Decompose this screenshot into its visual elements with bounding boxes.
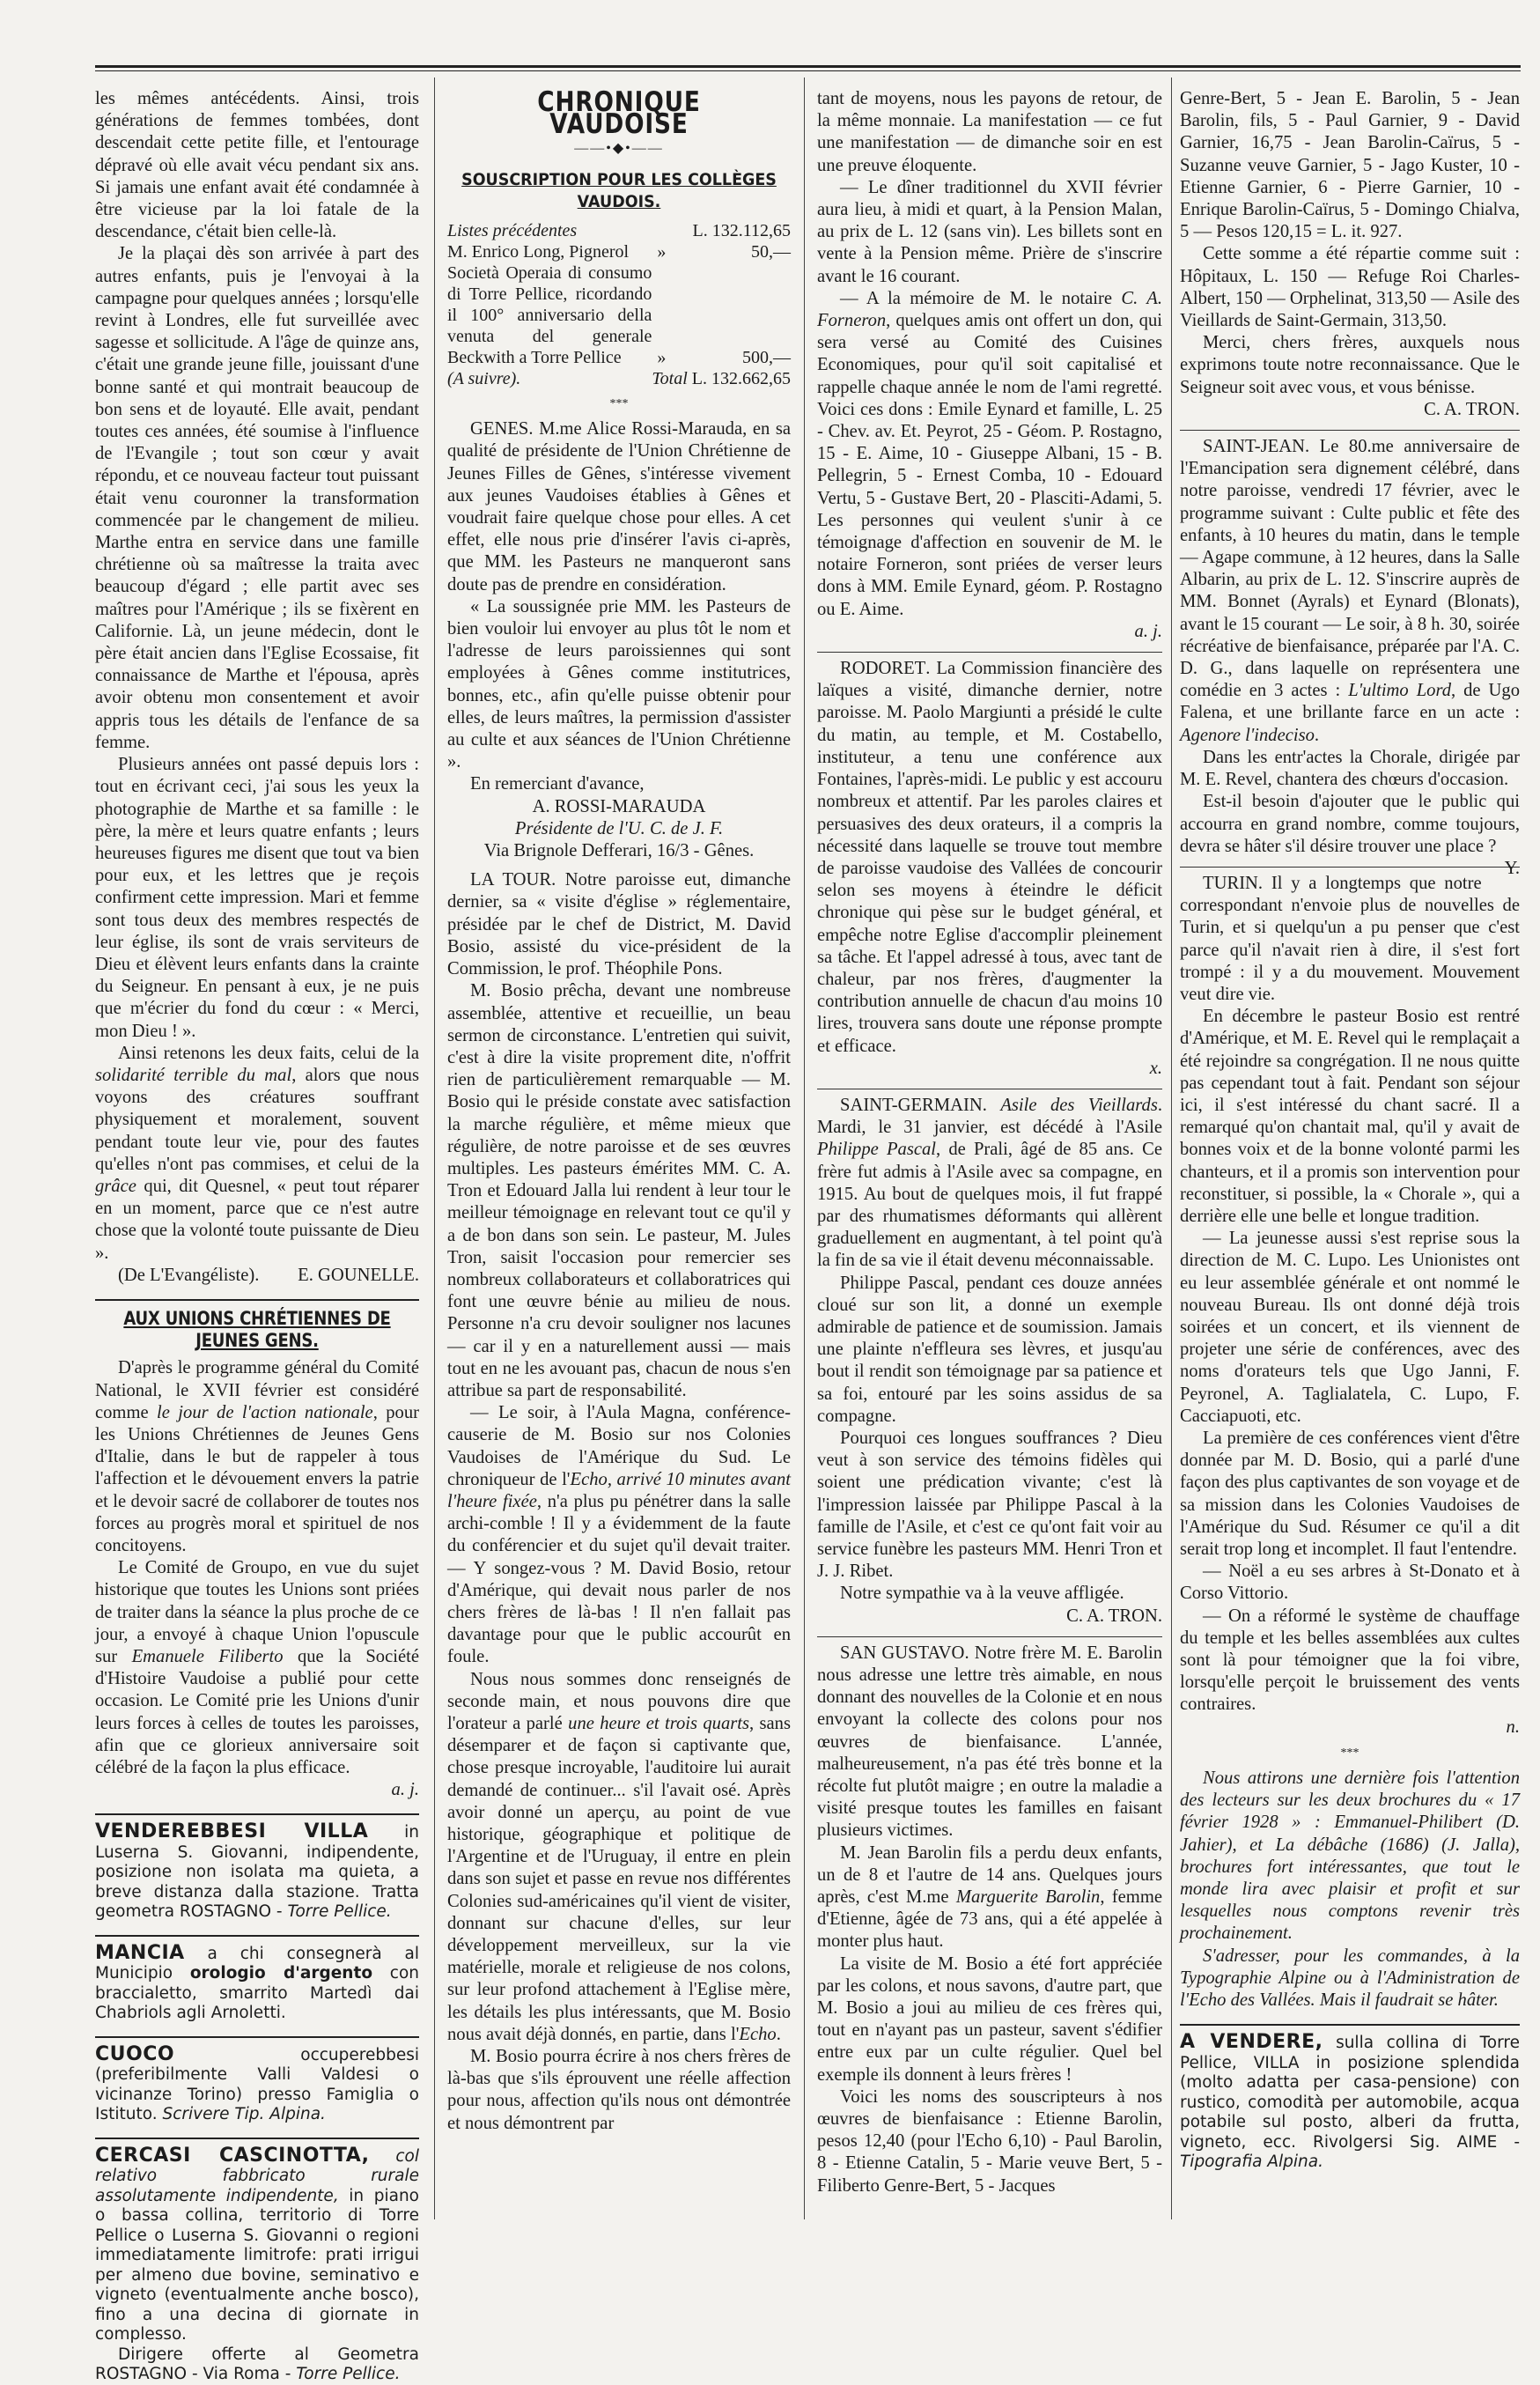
column-1	[95, 88, 419, 2384]
paragraph: Notre sympathie va à la veuve affligée.	[840, 1584, 1124, 1604]
ledger-label: Listes précédentes	[447, 221, 578, 241]
paragraph: RODORET. La Commission financière des laïques a visité, dimanche dernier, notre paroisse. M. Paolo Margiunti a présidé le culte du matin, au temple, et M. Costabello, instituteur, a tenu une conférence aux Fontaines, l'après-midi. Le public y est accouru nombreux et attentif. Par les paroles claires et persuasives des deux orateurs, il a compris la nécessité dans laquelle se trouve tout membre de paroisse vaudoise des Vallées de concourir selon ses moyens à éteindre le déficit chronique qui pèse sur le budget général, et empêche notre Eglise d'accomplir pleinement sa tâche. Et l'appel adressé à tous, avec tant de chaleur, par nos frères, d'augmenter la contribution annuelle de chacun d'au moins 10 lires, trouvera sans doute une réponse prompte et efficace.	[817, 659, 1162, 1056]
article-separator	[1180, 867, 1520, 868]
ad-separator	[95, 1813, 419, 1815]
ledger-row	[447, 241, 791, 262]
signature: C. A. TRON.	[1424, 399, 1520, 419]
paragraph: En décembre le pasteur Bosio est rentré d'Amérique, et M. E. Revel qui le remplaçait a été rejoindre sa congrégation. Il ne nous quitte pas cependant tout à fait. Pendant son séjour ici, il s'est intéressé du chant sacré. Il a remarqué qu'on chantait mal, qu'il y avait de bonnes voix et de la bonne volonté parmi les chanteurs, et il a promis son intervention pour reconstituer, si possible, la « Chorale », qui a derrière elle une belle et longue tradition.	[1180, 1007, 1520, 1226]
article-separator	[1180, 430, 1520, 431]
top-rule-thin	[95, 70, 1521, 71]
paragraph: Genre-Bert, 5 - Jean E. Barolin, 5 - Jean Barolin, fils, 5 - Paul Garnier, 9 - David Garnier, 16,75 - Jean Barolin-Caïrus, 5 - Suzanne veuve Garnier, 5 - Jago Kuster, 10 - Etienne Garnier, 6 - Pierre Garnier, 10 - Enrique Barolin-Caïrus, 5 - Domingo Chialva, 5 — Pesos 120,15 = L. it. 927.	[1180, 89, 1520, 242]
paragraph: « La soussignée prie MM. les Pasteurs de bien vouloir lui envoyer au plus tôt le nom et l'adresse de leurs paroissiennes qui sont employées à Gênes comme institutrices, bonnes, etc., afin qu'elle puisse obtenir pour elles, de leurs maîtres, la permission d'assister au culte et aux séances de l'Union Chrétienne ».	[447, 596, 791, 772]
author-label: E. GOUNELLE.	[298, 1265, 419, 1285]
signature-name: A. ROSSI-MARAUDA	[532, 796, 706, 816]
paragraph: Pourquoi ces longues souffrances ? Dieu veut à son service des témoins fidèles qui soient une prédication vivante; c'est là l'impression laissée par Philippe Pascal à la famille de l'Asile, et c'est ce qu'ont fait voir au service funèbre les pasteurs MM. Henri Tron et J. J. Ribet.	[817, 1428, 1162, 1582]
paragraph: Cette somme a été répartie comme suit : Hôpitaux, L. 150 — Refuge Roi Charles-Albert, 150 — Orphelinat, 313,50 — Asile des Vieillards de Saint-Germain, 313,50.	[1180, 244, 1520, 331]
signature: C. A. TRON.	[1066, 1606, 1162, 1626]
ad-separator	[95, 2036, 419, 2038]
ad-separator	[95, 2138, 419, 2139]
notice-paragraph: S'adresser, pour les commandes, à la Typographie Alpine ou à l'Administration de l'Echo des Vallées. Mais il faudrait se hâter.	[1180, 1946, 1520, 2011]
classified-ad-mancia: MANCIA a chi consegnerà al Municipio orologio d'argento con braccialetto, smarrito Martedì dai Chabriols agli Arnoletti.	[95, 1941, 419, 2023]
paragraph: — La jeunesse aussi s'est reprise sous la direction de M. C. Lupo. Les Unionistes ont eu leur assemblée générale et ont nommé le nouveau Bureau. Ils ont donné déjà trois soirées et un concert, et ils viennent de projeter une série de conférences, avec des noms d'orateurs tels que Ugo Janni, F. Peyronel, A. Taglialatela, C. Lupo, F. Cacciapuoti, etc.	[1180, 1229, 1520, 1426]
ledger-mark: »	[657, 348, 667, 368]
column-divider	[1171, 78, 1172, 2219]
article-signature	[95, 1265, 419, 1287]
column-3	[817, 88, 1162, 2223]
paragraph: LA TOUR. Notre paroisse eut, dimanche dernier, sa « visite d'église » réglementaire, présidée par le chef de District, M. David Bosio, assisté du vice-président de la Commission, le prof. Théophile Pons.	[447, 870, 792, 979]
stars-divider: ***	[1340, 1746, 1359, 1760]
paragraph: Le Comité de Groupo, en vue du sujet historique que toutes les Unions sont priées de traiter dans la séance la plus proche de ce jour, a envoyé à chaque Union l'opuscule sur Emanuele Filiberto que la Société d'Histoire Vaudoise a publié pour cette occasion. Le Comité prie les Unions d'unir leurs forces à celles de toutes les paroisses, afin que ce glorieux anniversaire soit célébré de la façon la plus efficace.	[95, 1558, 419, 1778]
ad-separator	[95, 1935, 419, 1937]
ad-separator	[1180, 2024, 1520, 2026]
signature: a. j.	[1134, 621, 1162, 641]
paragraph: M. Bosio pourra écrire à nos chers frères de là-bas que s'ils éprouvent une réelle affection pour nous, affection qu'ils nous ont démontrée et nous démontrent par	[447, 2047, 791, 2133]
ledger-amount: L. 132.112,65	[692, 221, 791, 241]
ledger-mark	[652, 220, 671, 241]
classified-ad-cuoco: CUOCO occuperebbesi (preferibilmente Valli Valdesi o vicinanze Torino) presso Famiglia o Istituto. Scrivere Tip. Alpina.	[95, 2042, 419, 2124]
signature: x.	[1149, 1058, 1162, 1078]
ornament-divider: ——•◆•——	[574, 141, 664, 157]
paragraph: Est-il besoin d'ajouter que le public qui accourra en grand nombre, comme toujours, devra se hâter s'il désire trouver une place ? Y.	[1180, 792, 1520, 878]
paragraph: Ainsi retenons les deux faits, celui de la solidarité terrible du mal, alors que nous voyons des créatures souffrant physiquement et moralement, souvent pendant toute leur vie, pour des fautes qu'elles n'ont pas commises, et celui de la grâce qui, dit Quesnel, « peut tout réparer en un moment, parce que ce n'est autre chose que la volonté toute puissante de Dieu ».	[95, 1043, 419, 1263]
paragraph: — On a réformé le système de chauffage du temple et les belles assemblées aux cultes sont là pour témoigner que la foi vibre, lorsqu'elle perçoit le bruissement des vents contraires.	[1180, 1606, 1520, 1715]
paragraph: — Le soir, à l'Aula Magna, conférence-causerie de M. Bosio sur nos Colonies Vaudoises de l'Amérique du Sud. Le chroniqueur de l'Echo, arrivé 10 minutes avant l'heure fixée, n'a plus pu pénétrer dans la salle archi-comble ! Il y a évidemment de la faute du conférencier et du sujet qu'il devait traiter. — Y songez-vous ? M. David Bosio, retour d'Amérique, qui devait nous parler de nos chers frères de là-bas ! Il n'en fallait pas davantage pour que le public accourût en foule.	[447, 1403, 792, 1667]
paragraph: La visite de M. Bosio a été fort appréciée par les colons, et nous savons, d'autre part, que M. Bosio a joui au milieu de ces frères qui, tout en n'ayant pas un pasteur, savent s'édifier entre eux par un culte régulier. Quel bel exemple ils donnent à leurs frères !	[817, 1953, 1162, 2085]
paragraph: les mêmes antécédents. Ainsi, trois générations de femmes tombées, dont descendait cette petite fille, et l'entourage dépravé où elle avait vécu pendant six ans. Si jamais une enfant avait été condamnée à être vicieuse par la loi fatale de la descendance, c'était bien celle-là.	[95, 89, 419, 242]
ledger-row	[447, 262, 791, 368]
section-title-chronique: CHRONIQUE VAUDOISE	[537, 86, 701, 141]
paragraph: Merci, chers frères, auxquels nous exprimons toute notre reconnaissance. Que le Seigneur soit avec vous, et vous bénisse.	[1180, 333, 1520, 397]
paragraph: tant de moyens, nous les payons de retour, de la même monnaie. La manifestation — ce fut une manifestation — de dimanche soir en est une preuve éloquente.	[817, 89, 1162, 175]
column-divider	[804, 78, 805, 2219]
paragraph: SAN GUSTAVO. Notre frère M. E. Barolin nous adresse une lettre très aimable, en nous donnant des nouvelles de la Colonie et en nous envoyant la collecte des colons pour nos œuvres de bienfaisance. L'année, malheureusement, n'a pas été très bonne et la récolte fut plutôt maigre ; en outre la maladie a visité presque toutes les familles en faisant plusieurs victimes.	[817, 1643, 1163, 1841]
paragraph: Dans les entr'actes la Chorale, dirigée par M. E. Revel, chantera des chœurs d'occasion.	[1180, 747, 1520, 790]
paragraph: Voici les noms des souscripteurs à nos œuvres de bienfaisance : Etienne Barolin, pesos 12,40 (pour l'Echo 6,10) - Paul Barolin, 8 - Etienne Catalin, 5 - Marie veuve Bert, 5 - Filiberto Genre-Bert, 5 - Jacques	[817, 2086, 1162, 2196]
notice-paragraph: Nous attirons une dernière fois l'attention des lecteurs sur les deux brochures du « 17 février 1928 » : Emmanuel-Philibert (D. Jahier), et La débâche (1686) (J. Jalla), brochures fort intéressantes, que tout le monde lira avec plaisir et profit et sur lesquelles nous comptons revenir très prochainement.	[1180, 1768, 1520, 1944]
paragraph: — Le dîner traditionnel du XVII février aura lieu, à midi et quart, à la Pension Malan, au prix de L. 12 (sans vin). Les billets sont en vente à la Pension même. Prière de s'inscrire avant le 16 courant.	[817, 177, 1162, 286]
section-title-unions: AUX UNIONS CHRÉTIENNES DE JEUNES GENS.	[123, 1307, 391, 1352]
column-4	[1180, 88, 1520, 2223]
paragraph: En remerciant d'avance,	[470, 774, 645, 794]
source-label: (De L'Evangéliste).	[118, 1265, 260, 1285]
paragraph: Nous nous sommes donc renseignés de seconde main, et nous pouvons dire que l'orateur a parlé une heure et trois quarts, sans désemparer et de façon si captivante que, chose presque incroyable, l'auditoire lui aurait demandé de continuer... s'il l'avait osé. Après avoir donné un aperçu, au point de vue historique, géographique et politique de l'Argentine et de l'Uruguay, il entre en plein dans son sujet et passe en revue nos différentes Colonies sud-américaines qu'il vient de visiter, donnant sur chacune d'elles, sur leur développement merveilleux, sur la vie matérielle, morale et religieuse de nos colons, sur leur profond attachement à l'Eglise mère, les détails les plus intéressants, que M. Bosio nous avait déjà donnés, en partie, dans l'Echo.	[447, 1669, 791, 2044]
paragraph: GENES. M.me Alice Rossi-Marauda, en sa qualité de présidente de l'Union Chrétienne de Jeunes Filles de Gênes, s'intéresse vivement aux jeunes Vaudoises établies à Gênes et voudrait faire quelque chose pour elles. A cet effet, elle nous prie d'insérer l'avis ci-après, que MM. les Pasteurs ne manqueront sans doute pas de prendre en considération.	[447, 419, 791, 594]
paragraph: Philippe Pascal, pendant ces douze années cloué sur son lit, a donné un exemple admirable de patience et de soumission. Jamais une plainte n'effleura ses lèvres, et jusqu'au bout il rendit son témoignage par sa patience et sa foi, entouré par les soins assidus de sa compagne.	[817, 1273, 1162, 1426]
classified-ad-contact: Dirigere offerte al Geometra ROSTAGNO - Via Roma - Torre Pellice.	[95, 2344, 419, 2384]
section-separator	[95, 1299, 419, 1301]
paragraph: M. Bosio prêcha, devant une nombreuse assemblée, attentive et recueillie, un beau sermon de circonstance. L'entretien qui suivit, c'est à dire la visite proprement dite, n'offrit rien de particulièrement remarquable — M. Bosio qui le préside constate avec satisfaction la marche régulière, et même mieux que régulière, de notre paroisse et de ses œuvres multiples. Les pasteurs émérites MM. C. A. Tron et Edouard Jalla lui rendent à leur tour le meilleur témoignage en relevant tout ce qu'il y a de bon dans son sein. Le pasteur, M. Jules Tron, saisit l'occasion pour remercier ses nombreux collaborateurs et collaboratrices qui font une œuvre bénie au milieu de nous. Personne n'a cru devoir souligner nos lacunes — car il y en a naturellement aussi — mais tout en ne les avouant pas, chacun de nous s'en attribue sa part de responsabilité.	[447, 981, 791, 1400]
stars-divider: ***	[609, 397, 629, 411]
ledger-amount: 50,—	[751, 242, 791, 262]
paragraph: SAINT-GERMAIN. Asile des Vieillards. Mardi, le 31 janvier, est décédé à l'Asile Philippe Pascal, de Prali, âgé de 85 ans. Ce frère fut admis à l'Asile avec sa compagne, en 1915. Au bout de quelques mois, il fut frappé par des rhumatismes déformants qui allèrent graduellement en augmentant, à tel point qu'à la fin de sa vie il était devenu méconnaissable.	[817, 1095, 1162, 1271]
paragraph: La première de ces conférences vient d'être donnée par M. D. Bosio, qui a parlé d'une façon des plus captivantes de son voyage et de sa mission dans les Colonies Vaudoises de l'Amérique du Sud. Résumer ce qu'il a dit serait trop long et incomplet. Il faut l'entendre.	[1180, 1428, 1520, 1559]
signature-address: Via Brignole Defferari, 16/3 - Gênes.	[483, 841, 755, 861]
classified-ad-vendere: A VENDERE, sulla collina di Torre Pellice, VILLA in posizione splendida (molto adatta per casa-pensione) con rustico, comodità per automobile, acqua potabile sul posto, alberi da frutta, vigneto, ecc. Rivolgersi Sig. AIME - Tipografia Alpina.	[1180, 2031, 1520, 2172]
signature-role: Présidente de l'U. C. de J. F.	[514, 818, 724, 838]
subscription-table	[447, 220, 791, 389]
article-separator	[817, 1636, 1162, 1637]
top-rule	[95, 65, 1521, 68]
subsection-title-souscription: SOUSCRIPTION POUR LES COLLÈGES VAUDOIS.	[461, 169, 777, 211]
ledger-label: Società Operaia di consumo di Torre Pellice, ricordando il 100° anniversario della venuta del generale Beckwith a Torre Pellice	[447, 263, 652, 368]
paragraph: SAINT-JEAN. Le 80.me anniversaire de l'Emancipation sera dignement célébré, dans notre paroisse, vendredi 17 février, avec le programme suivant : Culte public et fête des enfants, à 10 heures du matin, dans le temple — Agape commune, à 12 heures, dans la Salle Albarin, au prix de L. 12. S'inscrire auprès de MM. Bonnet (Ayrals) et Eynard (Blonats), avant le 15 courant — Le soir, à 8 h. 30, soirée récréative de bienfaisance, préparée par l'A. C. D. G., dans laquelle on représentera une comédie en 3 actes : L'ultimo Lord, de Ugo Falena, et une brillante farce en un acte : Agenore l'indeciso.	[1180, 437, 1520, 745]
column-2	[447, 88, 791, 2223]
column-divider	[434, 78, 435, 2219]
paragraph: D'après le programme général du Comité National, le XVII février est considéré comme le jour de l'action nationale, pour les Unions Chrétiennes de Jeunes Gens d'Italie, dans le but de rappeler à tous l'affection et le dévouement envers la patrie et le devoir sacré de collaborer de toutes nos forces au progrès moral et spirituel de nos concitoyens.	[95, 1358, 419, 1555]
article-separator	[817, 652, 1162, 653]
signature: a. j.	[391, 1780, 419, 1800]
signature: n.	[1506, 1717, 1520, 1737]
paragraph: Je la plaçai dès son arrivée à part des autres enfants, puis je l'envoyai à la campagne pour quelques années ; lorsqu'elle revint à Londres, elle fut surveillée avec sagesse et sollicitude. A l'âge de quinze ans, c'était une grande jeune fille, jouissant d'une bonne santé et qui montrait beaucoup de bon sens et de loyauté. Elle avait, pendant toutes ces années, été soumise à l'influence de l'Evangile ; tout son cœur y avait répondu, et ce nouveau facteur tout puissant était venu couronner la transformation commencée par le changement de milieu. Marthe entra en service dans une famille chrétienne où sa maîtresse la traita avec beaucoup d'égard ; elle partit avec ses maîtres pour l'Amérique ; ils se fixèrent en Californie. Là, un jeune médecin, dont le père était ancien dans l'Eglise Ecossaise, fit connaissance de Marthe et l'épousa, après avoir obtenu mon consentement et avoir appris tous les détails de l'enfance de sa femme.	[95, 244, 419, 752]
ledger-total-row: (A suivre). Total L. 132.662,65	[447, 369, 791, 389]
ledger-mark: »	[657, 242, 667, 262]
paragraph: — Noël a eu ses arbres à St-Donato et à Corso Vittorio.	[1180, 1562, 1520, 1604]
ledger-row	[447, 220, 791, 241]
paragraph: — A la mémoire de M. le notaire C. A. Forneron, quelques amis ont offert un don, qui sera versé au Comité des Cuisines Economiques, pour qu'il soit capitalisé et rappelle chaque année le nom de l'ami regretté. Voici ces dons : Emile Eynard et famille, L. 25 - Chev. av. Et. Peyrot, 25 - Géom. P. Rostagno, 15 - E. Aime, 10 - Giuseppe Albani, 15 - B. Pellegrin, 5 - Ernest Comba, 10 - Edouard Vertu, 5 - Gustave Bert, 20 - Plasciti-Adami, 5. Les personnes qui veulent s'unir à ce témoignage d'affection en souvenir de M. le notaire Forneron, sont priées de verser leurs dons à MM. Emile Eynard, géom. P. Rostagno ou E. Aime.	[817, 288, 1162, 619]
paragraph: TURIN. Il y a longtemps que notre correspondant n'envoie plus de nouvelles de Turin, et si quelqu'un a pu penser que c'est parce qu'il n'avait rien à dire, il s'est fort trompé : il y a du mouvement. Mouvement veut dire vie.	[1180, 873, 1520, 1004]
classified-ad-villa: VENDEREBBESI VILLA in Luserna S. Giovanni, indipendente, posizione non isolata ma quieta, a breve distanza dalla stazione. Tratta geometra ROSTAGNO - Torre Pellice.	[95, 1820, 419, 1922]
ledger-label: M. Enrico Long, Pignerol	[447, 242, 630, 262]
classified-ad-cascinotta: CERCASI CASCINOTTA, col relativo fabbricato rurale assolutamente indipendente, in piano o bassa collina, territorio di Torre Pellice o Luserna S. Giovanni o regioni immediatamente limitrofe: prati irrigui per almeno due bovine, seminativo e vigneto (eventualmente anche bosco), fino a una decina di giornate in complesso.	[95, 2144, 419, 2344]
paragraph: Plusieurs années ont passé depuis lors : tout en écrivant ceci, j'ai sous les yeux la photographie de Marthe et sa famille : le père, la mère et leurs quatre enfants ; leurs heureuses figures me disent que tout va bien pour eux, et les lettres que je reçois confirment cette impression. Mari et femme sont tous deux des membres respectés de leur église, ils sont de vrais serviteurs de Dieu et élèvent leurs enfants dans la crainte du Seigneur. En pensant à eux, je ne puis que m'écrier du fond du cœur : « Merci, mon Dieu ! ».	[95, 755, 419, 1041]
paragraph: M. Jean Barolin fils a perdu deux enfants, un de 8 et l'autre de 14 ans. Quelques jours après, c'est M.me Marguerite Barolin, femme d'Etienne, âgée de 73 ans, qui a été appelée à monter plus haut.	[817, 1842, 1162, 1952]
ledger-amount: 500,—	[742, 348, 791, 368]
